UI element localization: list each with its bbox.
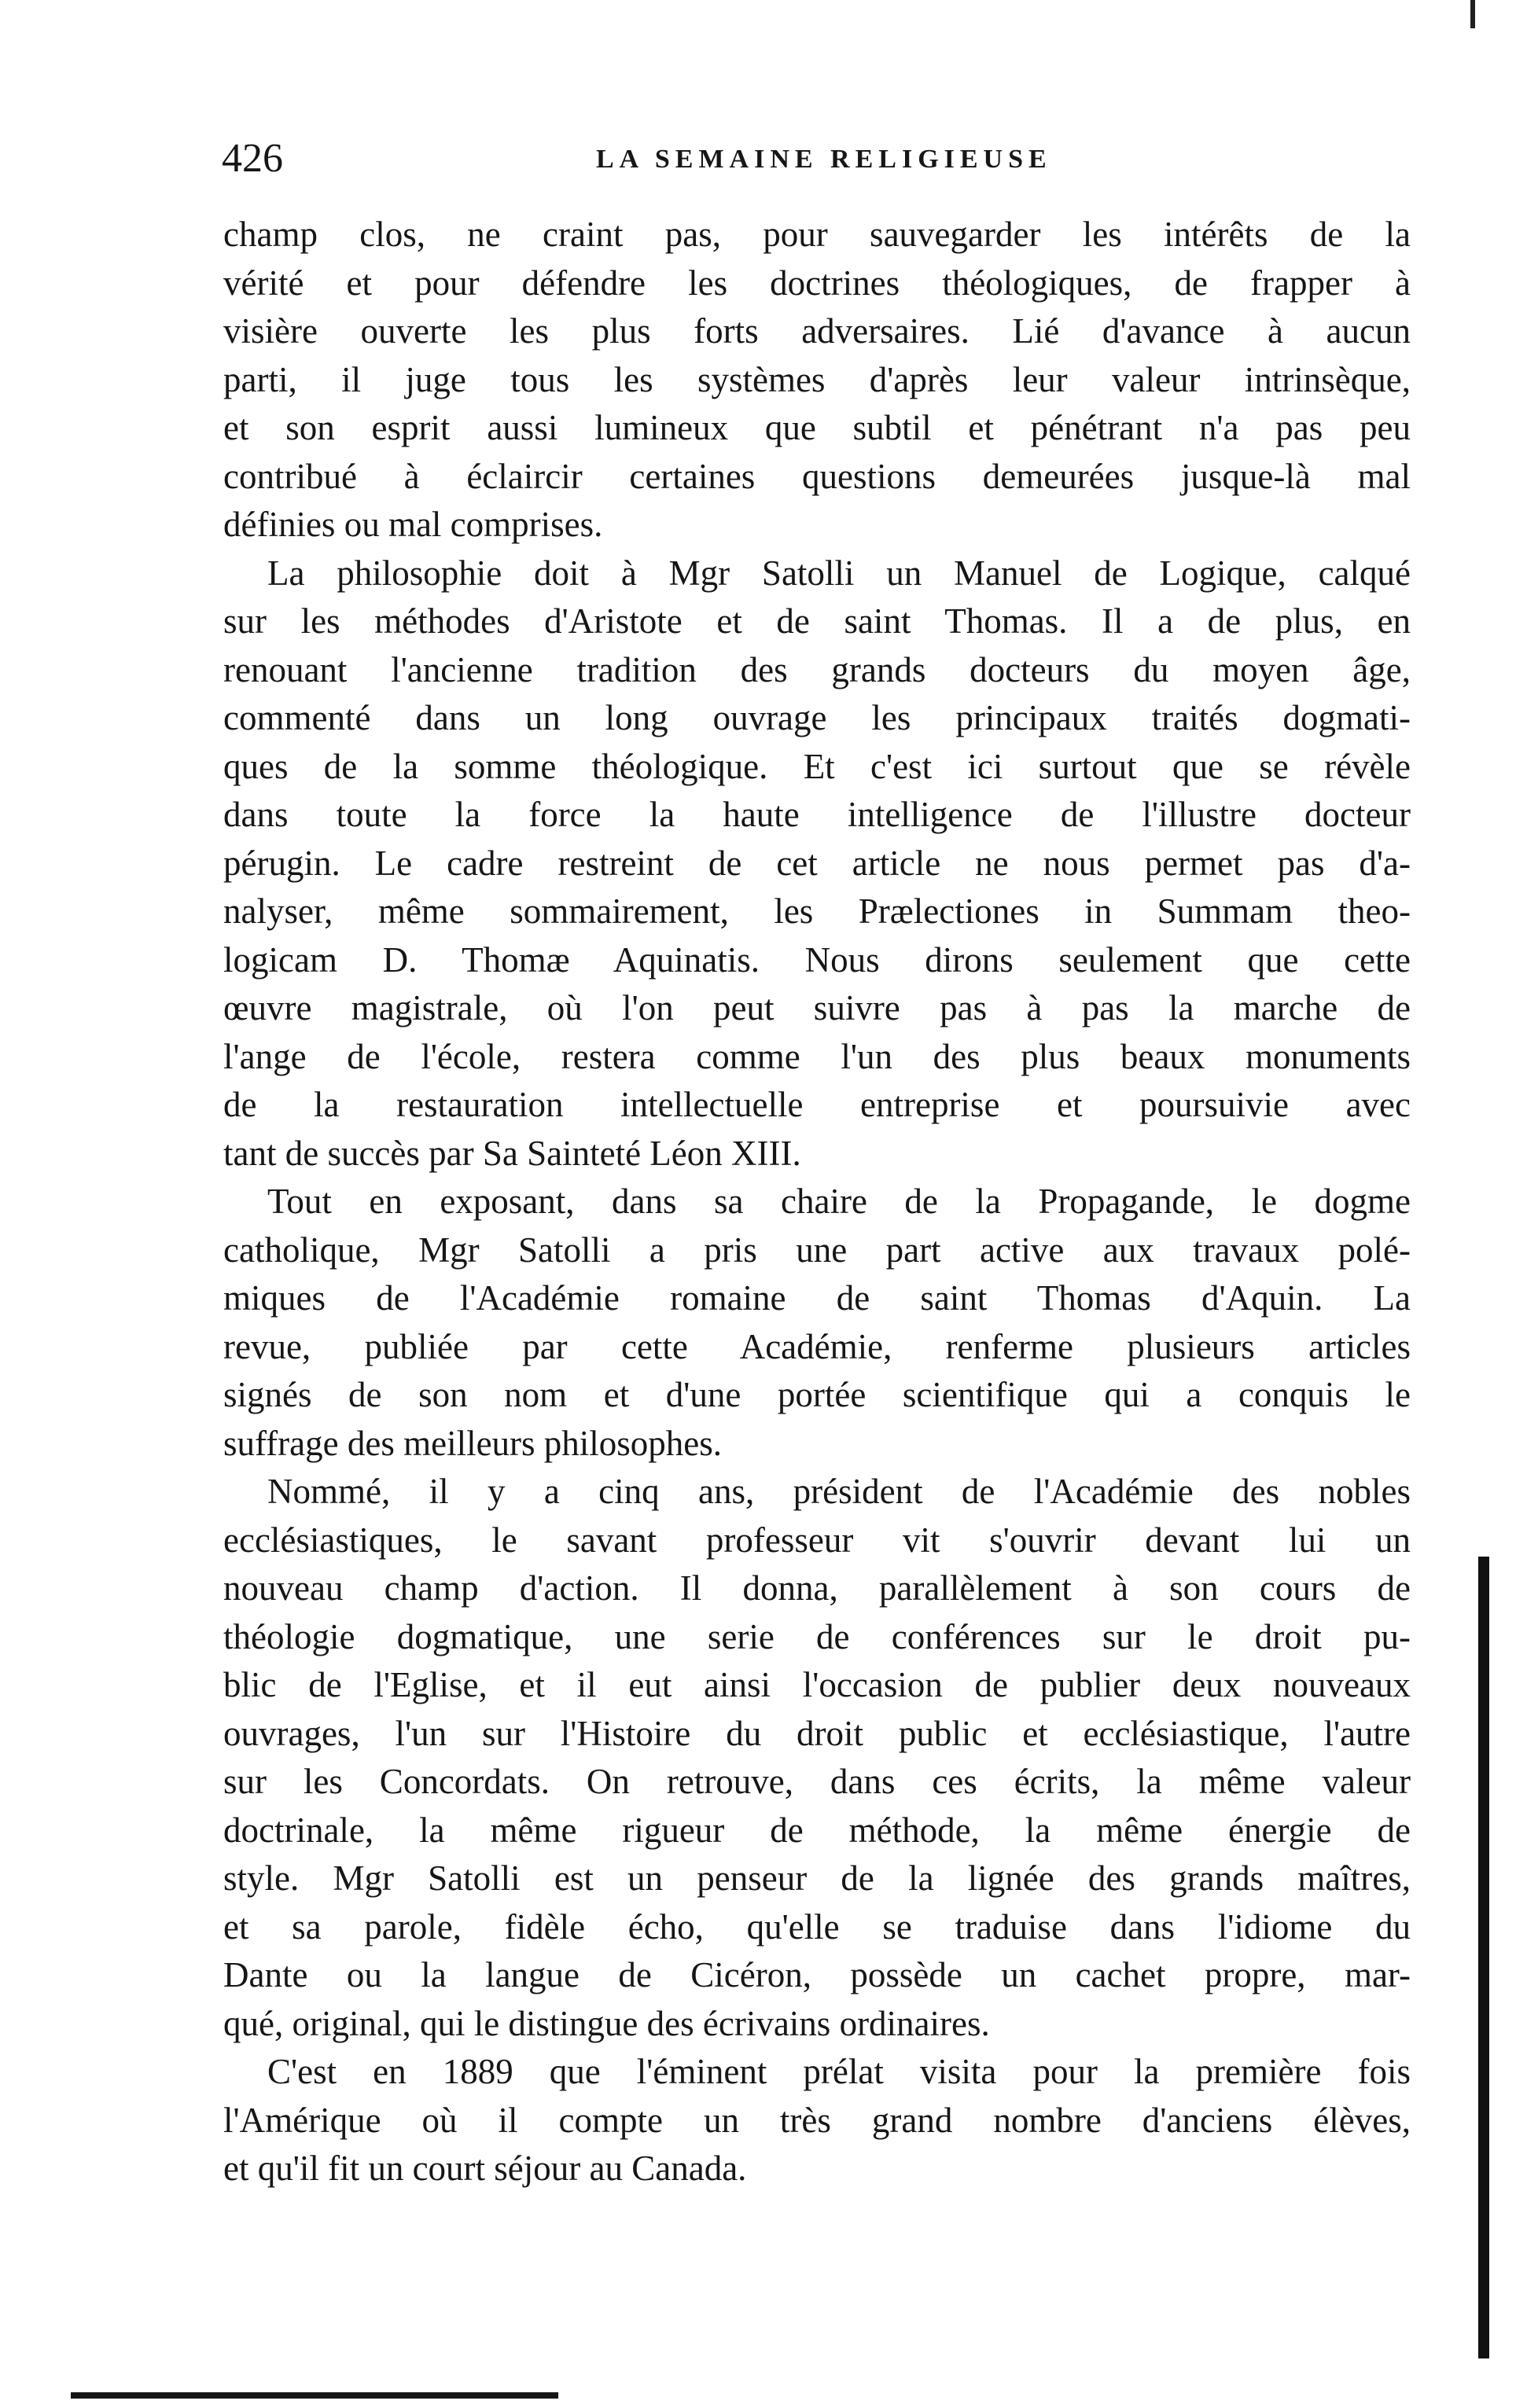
text-line: de la restauration intellectuelle entreprise et poursuivie avec (223, 1085, 1411, 1124)
text-line: l'ange de l'école, restera comme l'un des plus beaux monuments (223, 1036, 1411, 1076)
text-line: et son esprit aussi lumineux que subtil et pénétrant n'a pas peu (223, 408, 1411, 447)
text-line: contribué à éclaircir certaines questions demeurées jusque-là mal (223, 456, 1411, 496)
text-line: définies ou mal comprises. (223, 505, 603, 544)
text-line: doctrinale, la même rigueur de méthode, la même énergie de (223, 1810, 1411, 1850)
text-line: style. Mgr Satolli est un penseur de la lignée des grands maîtres, (223, 1858, 1411, 1898)
text-line: parti, il juge tous les systèmes d'après leur valeur intrinsèque, (223, 359, 1411, 399)
scan-edge-mark (1470, 0, 1475, 28)
text-line: commenté dans un long ouvrage les principaux traités dogmati- (223, 698, 1411, 737)
text-line: théologie dogmatique, une serie de conférences sur le droit pu- (223, 1616, 1411, 1656)
text-line: nouveau champ d'action. Il donna, parallèlement à son cours de (223, 1568, 1411, 1608)
text-line: signés de son nom et d'une portée scientifique qui a conquis le (223, 1375, 1411, 1414)
text-line: miques de l'Académie romaine de saint Thomas d'Aquin. La (223, 1278, 1411, 1318)
text-line: nalyser, même sommairement, les Prælectiones in Summam theo- (223, 892, 1411, 931)
text-line: œuvre magistrale, où l'on peut suivre pas à pas la marche de (223, 988, 1411, 1028)
scan-bottom-rule (71, 2392, 558, 2399)
text-line: La philosophie doit à Mgr Satolli un Manuel de Logique, calqué (267, 553, 1411, 593)
text-line: pérugin. Le cadre restreint de cet article ne nous permet pas d'a- (223, 843, 1411, 883)
running-head (212, 135, 1470, 182)
text-line: Dante ou la langue de Cicéron, possède un cachet propre, mar- (223, 1955, 1411, 1994)
text-line: Nommé, il y a cinq ans, président de l'Académie des nobles (267, 1472, 1411, 1511)
text-line: qué, original, qui le distingue des écrivains ordinaires. (223, 2003, 990, 2043)
text-line: tant de succès par Sa Sainteté Léon XIII. (223, 1133, 801, 1173)
text-line: sur les Concordats. On retrouve, dans ces écrits, la même valeur (223, 1762, 1411, 1801)
text-line: renouant l'ancienne tradition des grands docteurs du moyen âge, (223, 649, 1411, 689)
text-line: revue, publiée par cette Académie, renferme plusieurs articles (223, 1326, 1411, 1366)
text-line: l'Amérique où il compte un très grand nombre d'anciens élèves, (223, 2100, 1411, 2140)
scan-margin-bar (1478, 1557, 1489, 2358)
text-line: visière ouverte les plus forts adversaires. Lié d'avance à aucun (223, 311, 1411, 351)
text-line: blic de l'Eglise, et il eut ainsi l'occasion de publier deux nouveaux (223, 1665, 1411, 1704)
text-line: ecclésiastiques, le savant professeur vit s'ouvrir devant lui un (223, 1520, 1411, 1560)
text-line: et sa parole, fidèle écho, qu'elle se traduise dans l'idiome du (223, 1906, 1411, 1947)
text-line: logicam D. Thomæ Aquinatis. Nous dirons seulement que cette (223, 939, 1411, 980)
text-line: vérité et pour défendre les doctrines théologiques, de frapper à (223, 263, 1411, 303)
body-text (223, 211, 1411, 2193)
text-line: ques de la somme théologique. Et c'est ici surtout que se révèle (223, 746, 1411, 786)
running-title: LA SEMAINE RELIGIEUSE (596, 145, 1052, 174)
text-line: champ clos, ne craint pas, pour sauvegarder les intérêts de la (223, 215, 1411, 254)
text-line: catholique, Mgr Satolli a pris une part active aux travaux polé- (223, 1230, 1411, 1270)
text-line: C'est en 1889 que l'éminent prélat visita pour la première fois (267, 2052, 1411, 2091)
text-line: suffrage des meilleurs philosophes. (223, 1423, 723, 1463)
text-line: sur les méthodes d'Aristote et de saint Thomas. Il a de plus, en (223, 601, 1411, 641)
text-line: Tout en exposant, dans sa chaire de la Propagande, le dogme (267, 1182, 1411, 1221)
text-line: ouvrages, l'un sur l'Histoire du droit public et ecclésiastique, l'autre (223, 1713, 1411, 1753)
text-line: et qu'il fit un court séjour au Canada. (223, 2149, 747, 2188)
text-line: dans toute la force la haute intelligence de l'illustre docteur (223, 795, 1411, 834)
page-number: 426 (222, 136, 283, 181)
